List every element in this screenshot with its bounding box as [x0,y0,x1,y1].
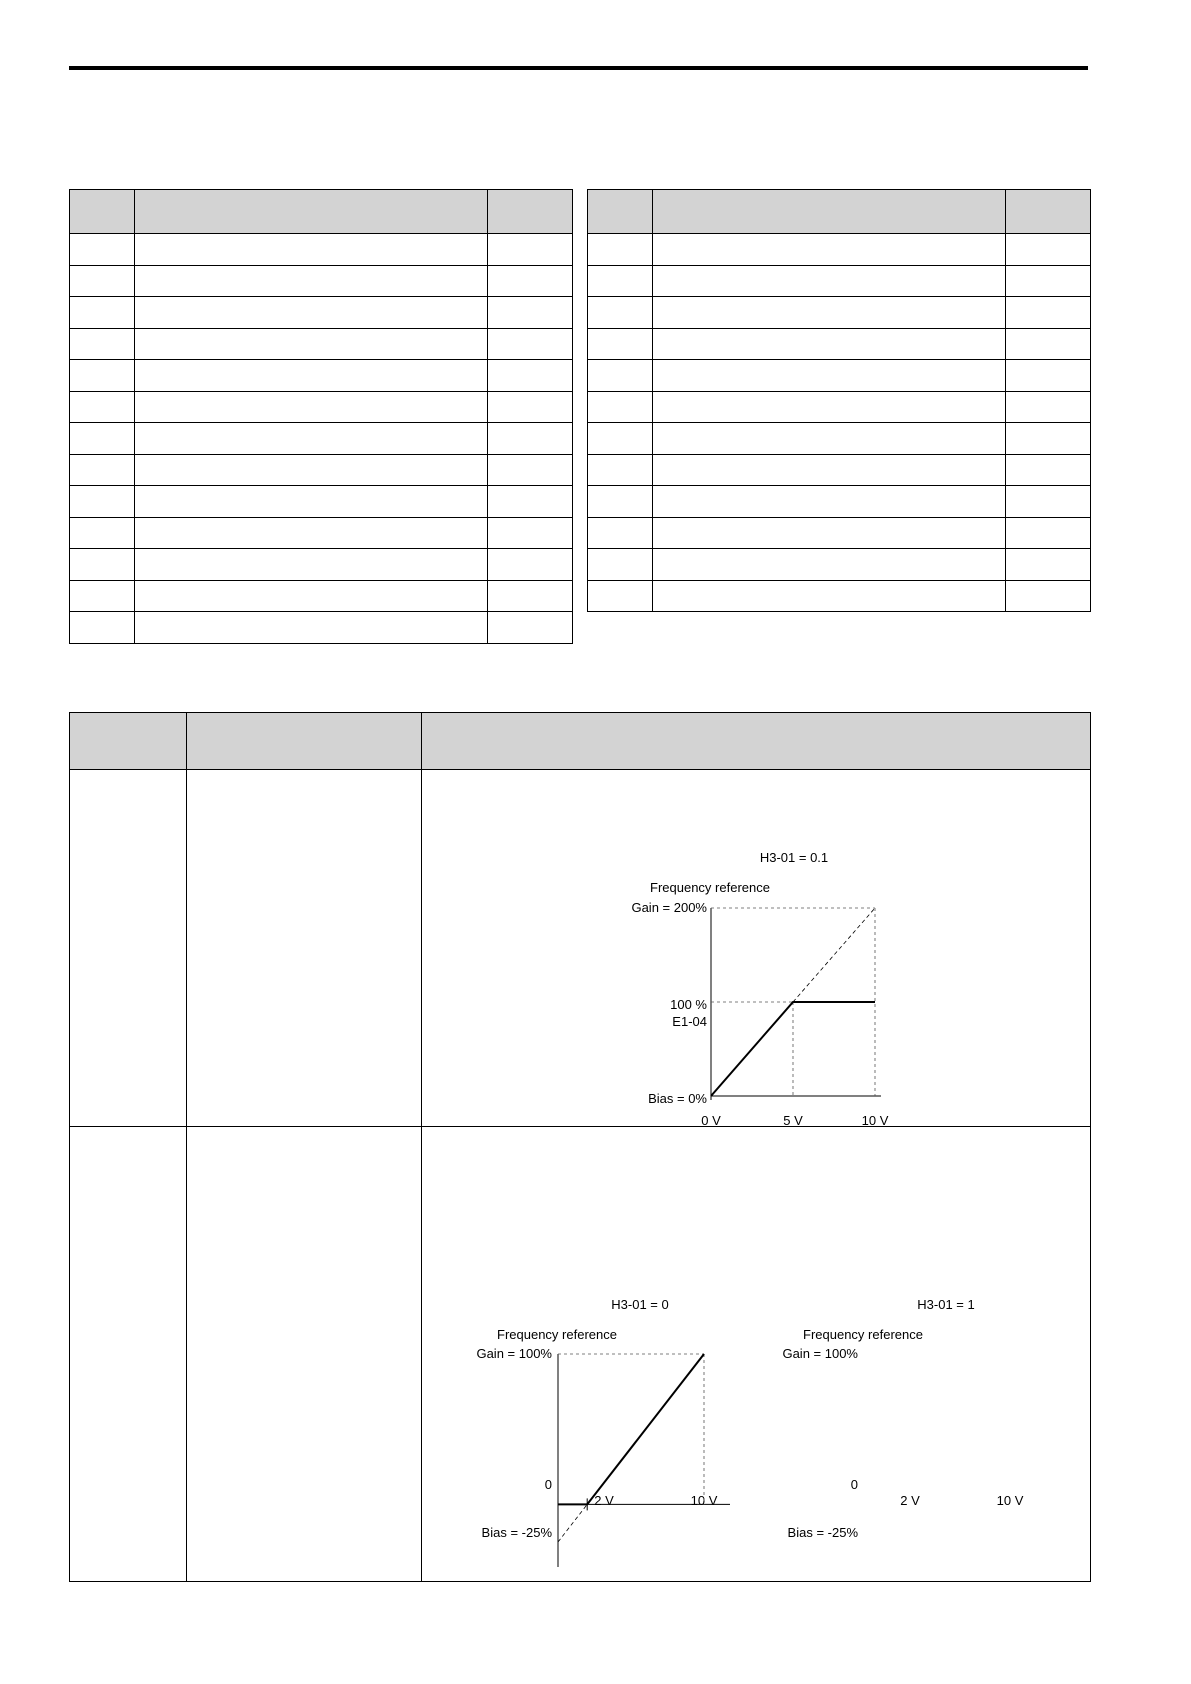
table-row [70,360,573,392]
table-row [588,297,1091,329]
table-row [70,517,573,549]
table-header-row [70,713,1091,770]
zero-label: 0 [544,1477,552,1492]
x-tick-label: 0 V [701,1113,721,1127]
table-row [588,423,1091,455]
limit-label: 100 % [670,997,707,1012]
table-row [588,234,1091,266]
gain-label: Gain = 200% [631,900,707,915]
table-row [70,580,573,612]
x-tick-label: 10 V [690,1493,718,1508]
table-row [70,612,573,644]
graph-title: H3-01 = 1 [917,1297,975,1312]
graph-cell-1 [422,770,1091,1127]
gain-label: Gain = 100% [476,1346,552,1361]
x-tick-label: 2 V [594,1493,614,1508]
y-axis-label: Frequency reference [650,880,770,895]
graph-title: H3-01 = 0.1 [759,850,829,865]
table-row [588,486,1091,518]
series-line [558,1504,587,1542]
graph-h3-01-0 [422,1127,1091,1582]
table-row [588,391,1091,423]
bias-label: Bias = -25% [481,1525,552,1540]
table-row [70,1127,1091,1582]
graph-h3-01-0-1 [422,770,1091,1127]
table-row [588,360,1091,392]
x-tick-label: 10 V [861,1113,889,1127]
table-row [588,517,1091,549]
table-row [70,454,573,486]
x-tick-label: 10 V [996,1493,1024,1508]
table-row [588,580,1091,612]
table-row [588,549,1091,581]
settings-table-right [587,189,1091,612]
table-row [70,391,573,423]
table-row [70,234,573,266]
series-line [558,1354,704,1504]
settings-table-left [69,189,573,644]
series-line [793,908,875,1002]
top-rule [69,66,1088,70]
graph-title: H3-01 = 0 [611,1297,669,1312]
table-row [588,454,1091,486]
table-row [588,328,1091,360]
table-header-row [588,190,1091,234]
graph-cell-2 [422,1127,1091,1582]
table-row [70,423,573,455]
zero-label: 0 [850,1477,858,1492]
y-axis-label: Frequency reference [497,1327,617,1342]
table-row [588,265,1091,297]
table-row [70,486,573,518]
bias-label: Bias = -25% [787,1525,858,1540]
table-row [70,328,573,360]
table-row [70,549,573,581]
table-header-row [70,190,573,234]
y-axis-label: Frequency reference [803,1327,923,1342]
mode-description-table [69,712,1091,1582]
bias-label: Bias = 0% [648,1091,707,1106]
table-row [70,770,1091,1127]
table-row [70,265,573,297]
x-tick-label: 5 V [783,1113,803,1127]
table-row [70,297,573,329]
x-tick-label: 2 V [900,1493,920,1508]
limit-param-label: E1-04 [672,1014,707,1029]
gain-label: Gain = 100% [782,1346,858,1361]
